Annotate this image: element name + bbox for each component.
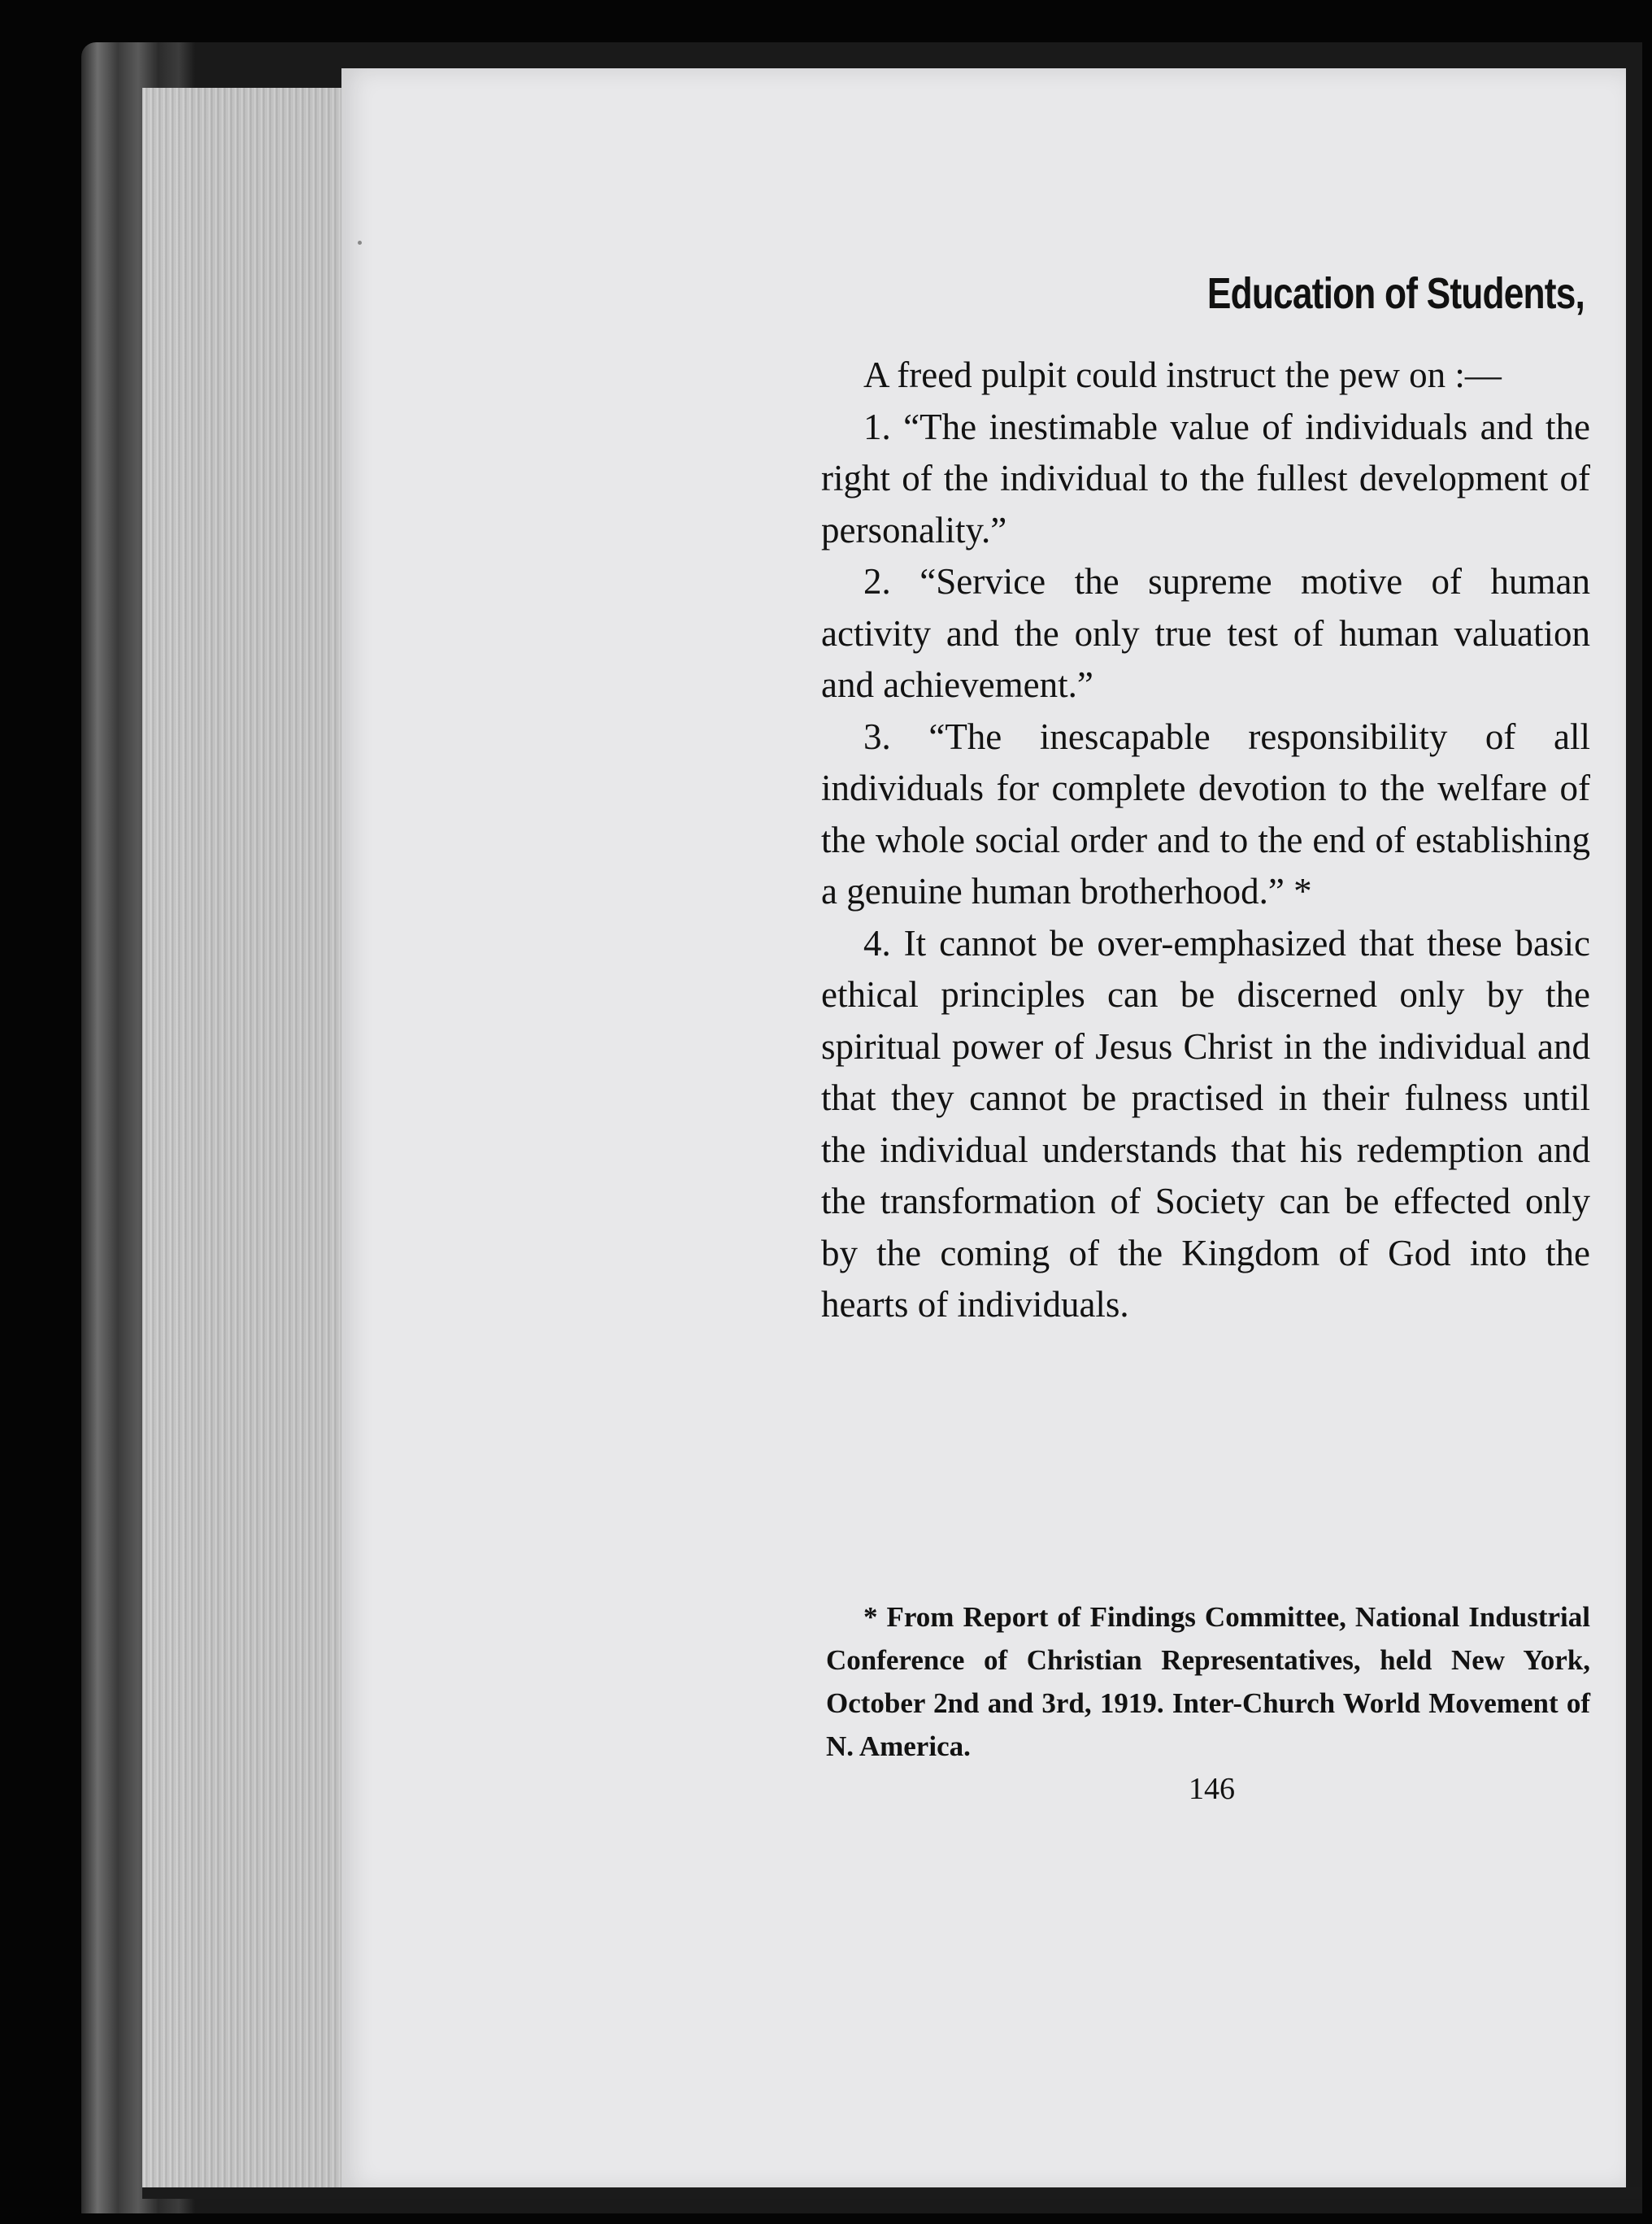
paragraph-4: 4. It cannot be over-emphasized that these basic ethical principles can be discerned only by the spiritual power of Jesus Christ in the individual and that they cannot be practised in their fulness until the individual understands that his redemption and the transformation of Society can be effected only by the coming of the Kingdom of God into the hearts of individuals.: [821, 922, 1590, 1325]
page-edges: [142, 88, 354, 2194]
body-text: [821, 350, 1590, 1331]
footnote-text: * From Report of Findings Committee, National Industrial Conference of Christian Representatives, held New York, October 2nd and 3rd, 1919. Inter-Church World Movement of N. America.: [826, 1601, 1590, 1762]
paragraph-2: 2. “Service the supreme motive of human activity and the only true test of human valuation and achievement.”: [821, 561, 1590, 705]
running-head: Education of Students,: [1206, 269, 1585, 318]
page-bottom-shadow: [142, 2187, 1642, 2199]
paragraph-intro: A freed pulpit could instruct the pew on :—: [863, 355, 1502, 395]
page-number: 146: [1189, 1772, 1235, 1806]
paragraph-1: 1. “The inestimable value of individuals and the right of the individual to the fullest development of personality.”: [821, 406, 1590, 551]
page-speck: [358, 241, 362, 245]
paragraph-3: 3. “The inescapable responsibility of all individuals for complete devotion to the welfare of the whole social order and to the end of establishing a genuine human brotherhood.” *: [821, 716, 1590, 912]
footnote: [826, 1595, 1590, 1768]
